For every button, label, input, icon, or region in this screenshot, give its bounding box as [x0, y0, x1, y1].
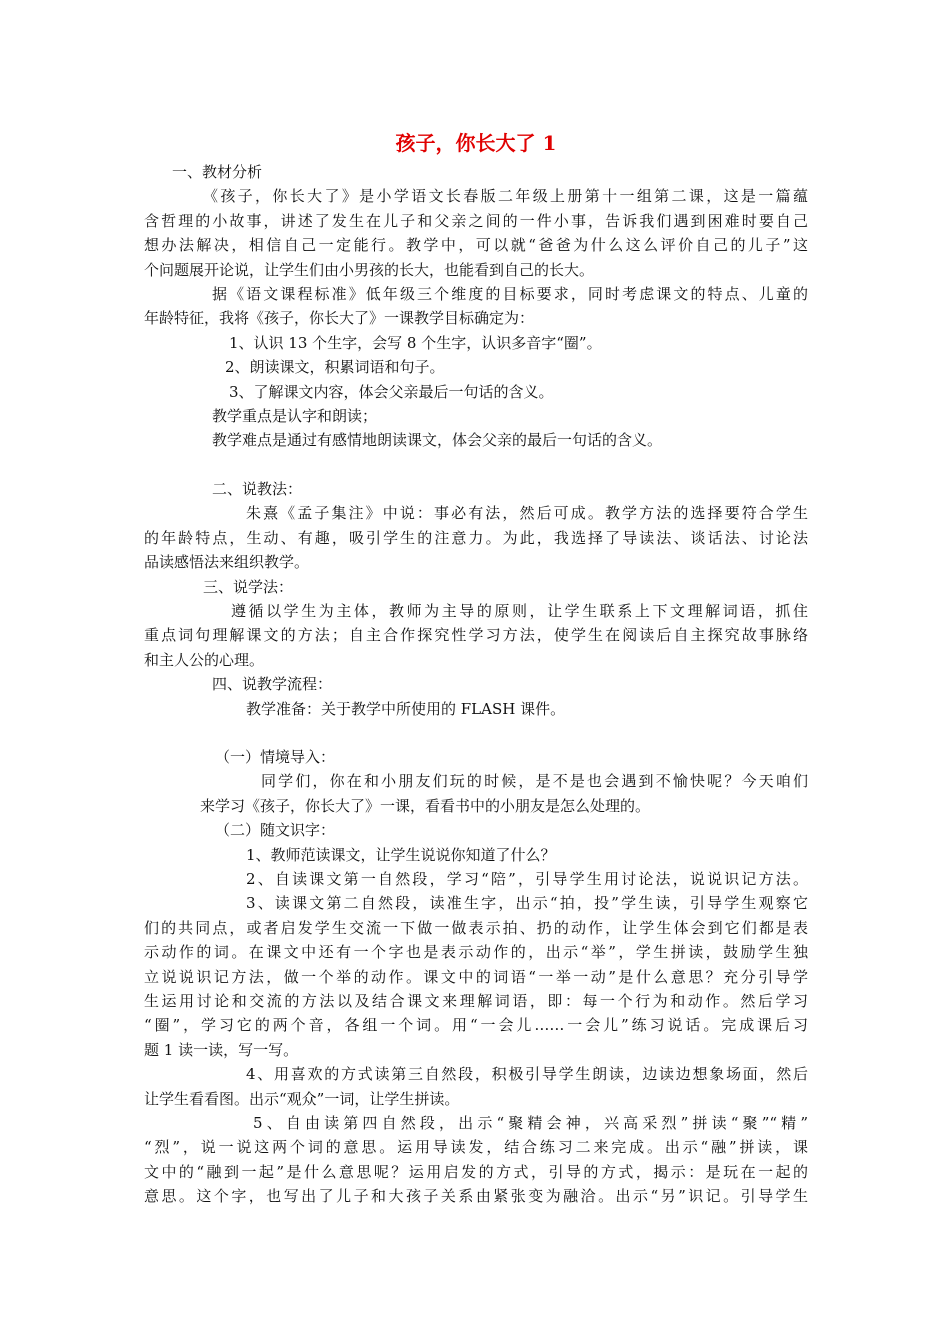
text-line: 2、自读课文第一自然段，学习“陪”，引导学生用讨论法，说说识记方法。	[246, 869, 808, 888]
text-line: 文中的“融到一起”是什么意思呢？运用启发的方式，引导的方式，揭示：是玩在一起的	[144, 1162, 808, 1181]
text-line: 教学难点是通过有感情地朗读课文，体会父亲的最后一句话的含义。	[212, 431, 663, 450]
text-line: 题 1 读一读，写一写。	[144, 1040, 299, 1059]
text-line: 1、教师范读课文，让学生说说你知道了什么？	[246, 845, 556, 864]
document-title: 孩子，你长大了 1	[395, 131, 557, 155]
text-line: 4、用喜欢的方式读第三自然段，积极引导学生朗读，边读边想象场面，然后	[246, 1065, 808, 1084]
text-line: 二、说教法：	[212, 479, 303, 498]
text-line: 据《语文课程标准》低年级三个维度的目标要求，同时考虑课文的特点、儿童的	[212, 285, 808, 304]
text-line: “圈”，学习它的两个音，各组一个词。用“一会儿……一会儿”练习说话。完成课后习	[144, 1016, 808, 1035]
text-line: 想办法解决，相信自己一定能行。教学中，可以就“爸爸为什么这么评价自己的儿子”这	[144, 236, 808, 255]
text-line: 生运用讨论和交流的方法以及结合课文来理解词语，即：每一个行为和动作。然后学习	[144, 992, 808, 1010]
text-line: 四、说教学流程：	[212, 675, 333, 694]
text-line: 的年龄特点，生动、有趣，吸引学生的注意力。为此，我选择了导读法、谈话法、讨论法	[144, 528, 808, 547]
text-line: （二）随文识字：	[215, 821, 336, 840]
text-line: 一、教材分析	[172, 163, 263, 181]
text-line: 遵循以学生为主体，教师为主导的原则，让学生联系上下文理解词语，抓住	[231, 601, 808, 620]
text-line: 3、了解课文内容，体会父亲最后一句话的含义。	[229, 382, 554, 401]
text-line: 来学习《孩子，你长大了》一课，看看书中的小朋友是怎么处理的。	[200, 796, 651, 815]
paragraph-gap	[144, 453, 808, 477]
text-line: 教学重点是认字和朗读；	[212, 407, 378, 426]
document-body	[144, 160, 808, 1209]
text-line: 立说说识记方法，做一个举的动作。课文中的词语“一举一动”是什么意思？充分引导学	[144, 967, 808, 986]
paragraph-gap	[144, 721, 808, 745]
text-line: 让学生看看图。出示“观众”一词，让学生拼读。	[144, 1089, 460, 1108]
text-line: 意思。这个字，也写出了儿子和大孩子关系由紧张变为融洽。出示“另”识记。引导学生	[144, 1187, 808, 1206]
text-line: 5、自由读第四自然段，出示“聚精会神，兴高采烈”拼读“聚”“精”	[253, 1114, 808, 1133]
text-line: 示动作的词。在课文中还有一个字也是表示动作的，出示“举”，学生拼读，鼓励学生独	[144, 943, 808, 962]
text-line: 朱熹《孟子集注》中说：事必有法，然后可成。教学方法的选择要符合学生	[246, 504, 808, 523]
text-line: 们的共同点，或者启发学生交流一下做一做表示拍、扔的动作，让学生体会到它们都是表	[144, 918, 808, 937]
text-line: 含哲理的小故事，讲述了发生在儿子和父亲之间的一件小事，告诉我们遇到困难时要自己	[144, 211, 808, 230]
text-line: 和主人公的心理。	[144, 650, 265, 669]
text-line: 重点词句理解课文的方法；自主合作探究性学习方法，使学生在阅读后自主探究故事脉络	[144, 626, 808, 645]
text-line: 三、说学法：	[203, 577, 294, 596]
text-line: 1、认识 13 个生字，会写 8 个生字，认识多音字“圈”。	[229, 333, 602, 352]
text-line: 教学准备：关于教学中所使用的 FLASH 课件。	[246, 699, 566, 718]
text-line: 品读感悟法来组织教学。	[144, 553, 310, 572]
text-line: 个问题展开论说，让学生们由小男孩的长大，也能看到自己的长大。	[144, 260, 595, 279]
text-line: 年龄特征，我将《孩子，你长大了》一课教学目标确定为：	[144, 309, 535, 328]
text-line: 同学们，你在和小朋友们玩的时候，是不是也会遇到不愉快呢？今天咱们	[261, 772, 808, 791]
text-line: 2、朗读课文，积累词语和句子。	[225, 358, 445, 377]
text-line: （一）情境导入：	[215, 747, 336, 766]
text-line: “烈”，说一说这两个词的意思。运用导读发，结合练习二来完成。出示“融”拼读，课	[144, 1138, 808, 1157]
text-line: 《孩子，你长大了》是小学语文长春版二年级上册第十一组第二课，这是一篇蕴	[203, 187, 808, 206]
text-line: 3、读课文第二自然段，读准生字，出示“拍，投”学生读，引导学生观察它	[246, 894, 808, 913]
document-page	[144, 128, 808, 1209]
